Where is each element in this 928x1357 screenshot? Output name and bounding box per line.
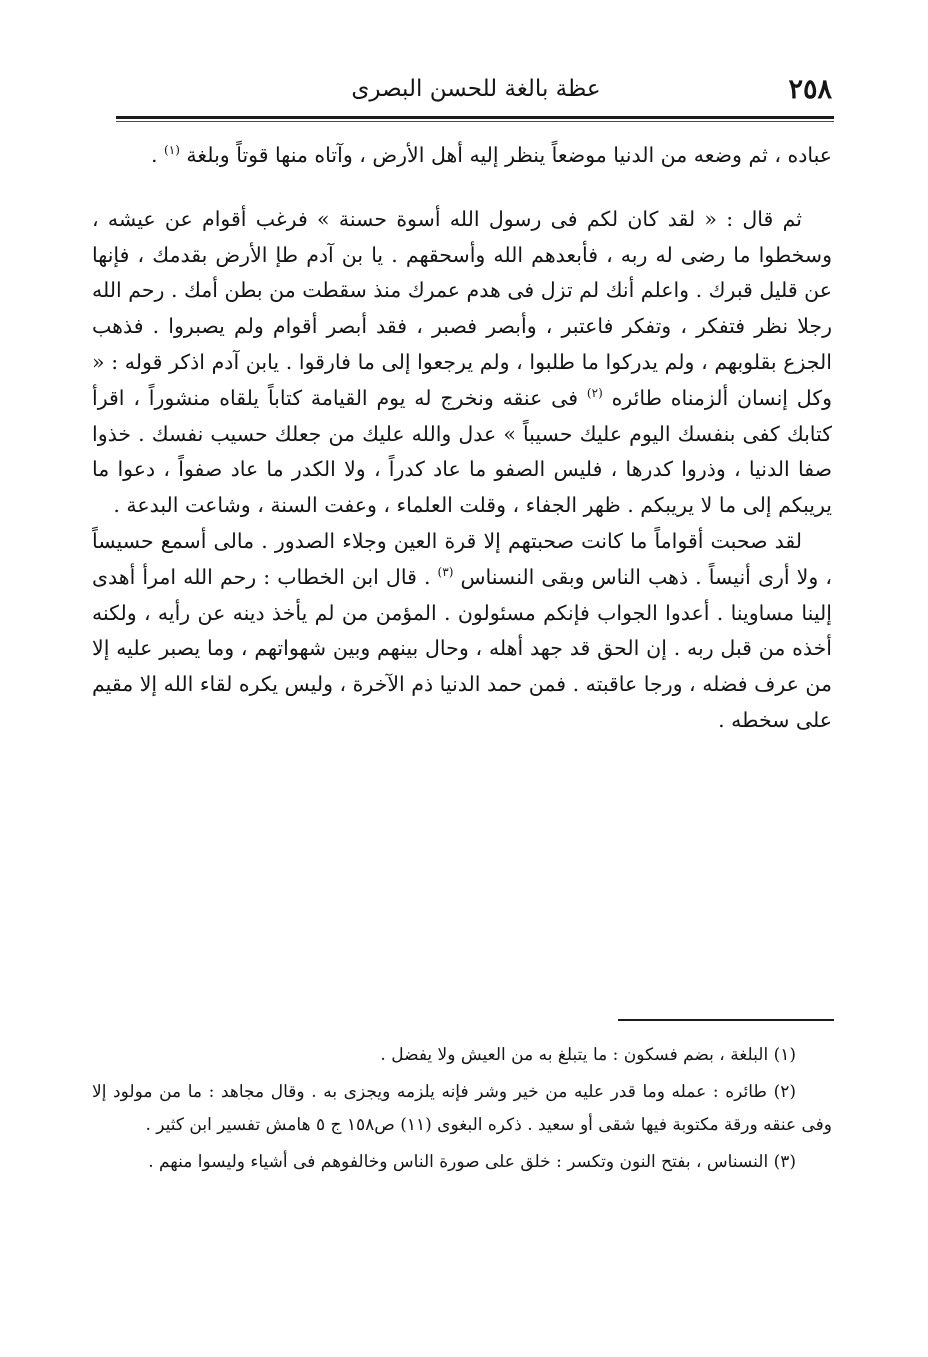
page-number: ٢٥٨ <box>788 74 832 105</box>
footnote-text: النسناس ، بفتح النون وتكسر : خلق على صورة الناس وخالفوهم فى أشياء وليسوا منهم . <box>148 1152 769 1172</box>
footnote-number: (٣) <box>773 1152 796 1172</box>
running-title: عظة بالغة للحسن البصرى <box>351 76 601 102</box>
footnote-ref: (٢) <box>586 385 603 400</box>
footnote-ref: (١) <box>164 143 180 158</box>
paragraph-text: ثم قال : « لقد كان لكم فى رسول الله أسوة حسنة » فرغب أقوام عن عيشه ، وسخطوا ما رضى له ربه ، فأبعدهم الله وأسحقهم . يا بن آدم طإ الأرض بقدمك ، فإنها عن قليل قبرك . واعلم أنك لم تزل فى هدم عمرك منذ سقطت من بطن أمك . رحم الله رجلا نظر فتفكر ، وتفكر فاعتبر ، وأبصر فصبر ، فقد أبصر أقوام ولم يصبروا . فذهب الجزع بقلوبهم ، ولم يدركوا ما طلبوا ، ولم يرجعوا إلى ما فارقوا . يابن آدم اذكر قوله : « وكل إنسان ألزمناه طائره <box>92 206 832 410</box>
paragraph-2 <box>92 202 832 524</box>
footnote-number: (٢) <box>773 1082 797 1102</box>
footnotes <box>92 1039 832 1183</box>
paragraph-3 <box>92 524 832 739</box>
header-rule <box>116 116 834 119</box>
paragraph-text-end: فى عنقه ونخرج له يوم القيامة كتاباً يلقاه منشوراً ، اقرأ كتابك كفى بنفسك اليوم عليك حسيباً » عدل والله عليك من جعلك حسيب نفسك . خذوا صفا الدنيا ، وذروا كدرها ، فليس الصفو ما عاد كدراً ، ولا الكدر ما عاد صفواً ، دعوا ما يريبكم إلى ما لا يريبكم . ظهر الجفاء ، وقلت العلماء ، وعفت السنة ، وشاعت البدعة . <box>92 385 832 518</box>
paragraph-gap <box>92 174 832 202</box>
paragraph-1 <box>92 138 832 174</box>
footnote-text: طائره : عمله وما قدر عليه من خير وشر فإنه يلزمه ويجزى به . وقال مجاهد : ما من مولود إلا وفى عنقه ورقة مكتوبة فيها شقى أو سعيد . ذكره البغوى (١١) ص١٥٨ ج ٥ هامش تفسير ابن كثير . <box>92 1082 832 1135</box>
paragraph-text: لقد صحبت أقواماً ما كانت صحبتهم إلا قرة العين وجلاء الصدور . مالى أسمع حسيساً ، ولا أرى أنيساً . ذهب الناس وبقى النسناس <box>92 528 832 589</box>
main-text <box>92 138 832 739</box>
footnote-text: البلغة ، بضم فسكون : ما يتبلغ به من العيش ولا يفضل . <box>380 1045 769 1065</box>
paragraph-text-end: . <box>150 143 158 167</box>
footnote-1 <box>92 1039 832 1072</box>
paragraph-text: عباده ، ثم وضعه من الدنيا موضعاً ينظر إليه أهل الأرض ، وآتاه منها قوتاً وبلغة <box>186 143 832 167</box>
page-header <box>120 70 832 114</box>
footnote-3 <box>92 1146 832 1179</box>
footnote-separator <box>618 1019 834 1021</box>
footnote-number: (١) <box>773 1045 796 1065</box>
header-rule-thin <box>116 121 834 122</box>
footnote-ref: (٣) <box>437 564 454 579</box>
footnote-2 <box>92 1076 832 1142</box>
paragraph-text-end: . قال ابن الخطاب : رحم الله امرأ أهدى إلينا مساوينا . أعدوا الجواب فإنكم مسئولون . المؤمن من لم يأخذ دينه عن رأيه ، ولكنه أخذه من قبل ربه . إن الحق قد جهد أهله ، وحال بينهم وبين شهواتهم ، وما يصبر عليه إلا من عرف فضله ، ورجا عاقبته . فمن حمد الدنيا ذم الآخرة ، وليس يكره لقاء الله إلا مقيم على سخطه . <box>92 564 832 732</box>
